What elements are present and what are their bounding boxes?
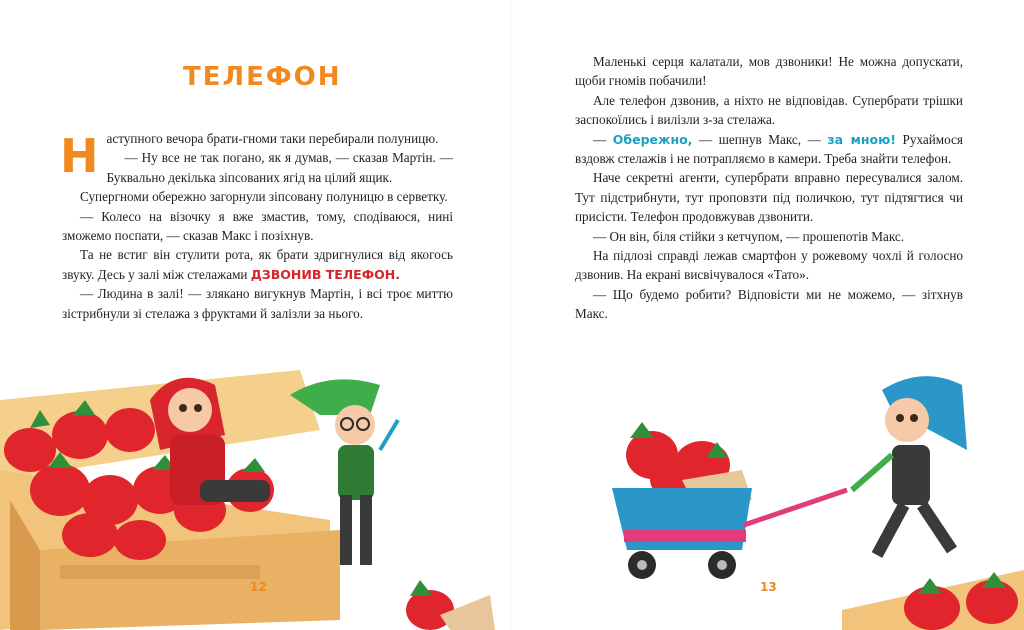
highlight-careful: Обережно, (612, 131, 693, 147)
highlight-phone-rang: ДЗВОНИВ ТЕЛЕФОН. (250, 266, 400, 282)
gnome-blue-hat-illustration (852, 376, 967, 555)
paragraph-2: — Ну все не так погано, як я думав, — сказав Мартін. — Буквально декілька зіпсованих ягід на цілий ящик. (106, 150, 453, 185)
r-paragraph-3 (575, 130, 963, 169)
paragraph-5-text: Та не встиг він стулити рота, як брати здригнулися від якогось звуку. Десь у залі між стелажами (62, 247, 453, 282)
r-paragraph-7: — Що будемо робити? Відповісти ми не можемо, — зітхнув Макс. (575, 286, 963, 322)
r-paragraph-3-mid: — шепнув Макс, — (692, 131, 828, 147)
r-paragraph-1: Маленькі серця калатали, мов дзвоники! Не можна допускати, щоби гномів побачили! (575, 54, 963, 89)
page-number-left: 12 (250, 580, 267, 594)
paragraph-1-text: аступного вечора брати-гноми таки перебирали полуницю. (106, 131, 439, 146)
chapter-title: ТЕЛЕФОН (183, 62, 342, 92)
r-paragraph-2: Але телефон дзвонив, а ніхто не відповідав. Супербрати трішки заспокоїлись і вилізли з-за стелажа. (575, 92, 963, 128)
r-paragraph-3-dash: — (593, 131, 613, 147)
r-paragraph-5: — Он він, біля стійки з кетчупом, — прошепотів Макс. (593, 228, 905, 244)
drop-cap: Н (60, 129, 99, 183)
highlight-follow-me: за мною! (827, 131, 896, 147)
paragraph-6: — Людина в залі! — злякано вигукнув Мартін, і всі троє миттю зістрибнули зі стелажа з фруктами й залізли за нього. (62, 286, 453, 321)
page-number-right: 13 (760, 580, 777, 594)
wagon-illustration (612, 422, 847, 579)
left-text-block (62, 129, 453, 323)
r-paragraph-3-after: Рухаймося вздовж стелажів і не потрапляємо в камери. Треба знайти телефон. (575, 131, 963, 167)
paragraph-5 (62, 245, 453, 284)
strawberry-crate-corner-illustration (842, 570, 1024, 630)
wrapped-strawberry-illustration (406, 580, 495, 630)
paragraph-3: Супергноми обережно загорнули зіпсовану полуницю в серветку. (80, 189, 448, 205)
right-text-block (575, 52, 963, 324)
right-page (512, 0, 1024, 630)
r-paragraph-6: На підлозі справді лежав смартфон у рожевому чохлі й голосно дзвонив. На екрані висвічувалося «Тато». (575, 248, 963, 283)
r-paragraph-4: Наче секретні агенти, супербрати вправно пересувалися залом. Тут підстрибнути, тут проповзти під поличкою, тут підтягтися чи присісти. Телефон продовжував дзвонити. (575, 170, 963, 225)
paragraph-4: — Колесо на візочку я вже змастив, тому, сподіваюся, нині зможемо поспати, — сказав Макс і позіхнув. (62, 208, 453, 244)
